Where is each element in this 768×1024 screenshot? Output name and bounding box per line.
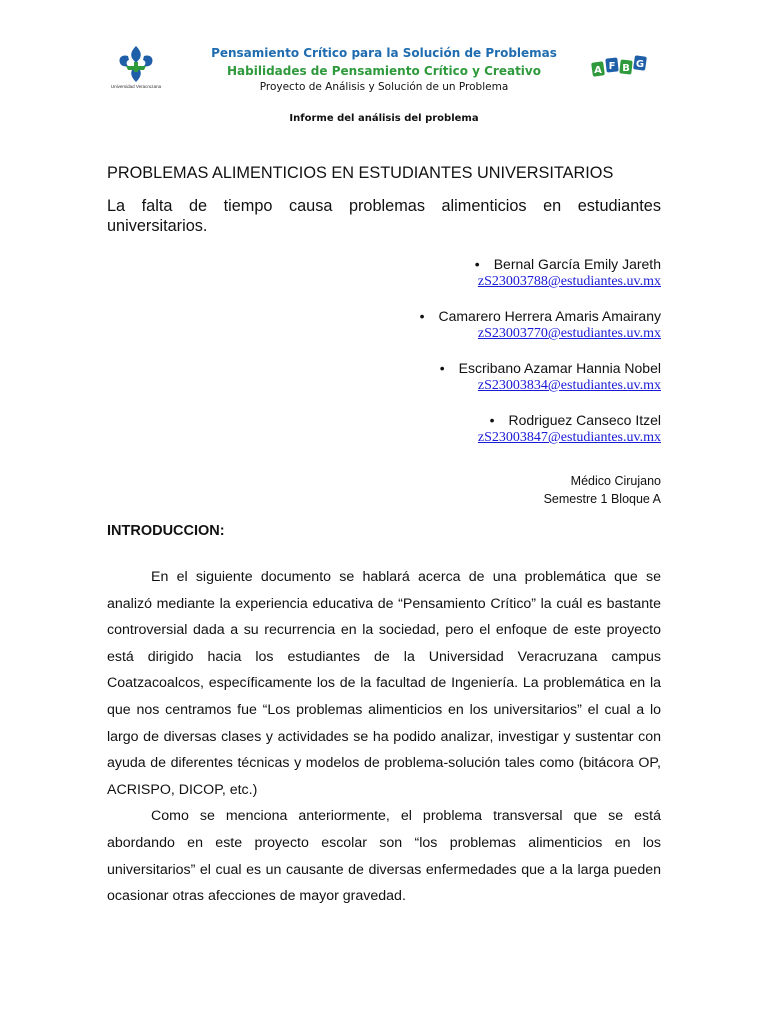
author-email-link[interactable]: zS23003788@estudiantes.uv.mx — [477, 274, 661, 289]
author-email-link[interactable]: zS23003770@estudiantes.uv.mx — [477, 326, 661, 341]
afbg-letter-b: B — [622, 63, 630, 74]
author-entry — [241, 411, 661, 446]
header-project-title: Proyecto de Análisis y Solución de un Problema — [259, 81, 509, 93]
bullet-icon: • — [489, 412, 495, 428]
afbg-letter-a: A — [594, 65, 602, 76]
afbg-letter-g: G — [635, 59, 645, 70]
introduction-paragraph-1: En el siguiente documento se hablará acerca de una problemática que se analizó mediante la experiencia educativa de “Pensamiento Crítico” la cuál es bastante controversial dada a su recurrencia en la sociedad, pero el enfoque de este proyecto está dirigido hacia los estudiantes de la Universidad Veracruzana campus Coatzacoalcos, específicamente los de la facultad de Ingeniería. La problemática en la que nos centramos fue “Los problemas alimenticios en los universitarios” el cual a lo largo de diversas clases y actividades se ha podido analizar, investigar y sustentar con ayuda de diferentes técnicas y modelos de problema-solución tales como (bitácora OP, ACRISPO, DICOP, etc.) — [107, 569, 661, 798]
author-email-link[interactable]: zS23003847@estudiantes.uv.mx — [477, 430, 661, 445]
career-semester: Semestre 1 Bloque A — [543, 492, 661, 506]
author-name: Rodriguez Canseco Itzel — [508, 412, 661, 428]
author-email-link[interactable]: zS23003834@estudiantes.uv.mx — [477, 378, 661, 393]
afbg-letter-f: F — [608, 61, 616, 72]
author-name: Escribano Azamar Hannia Nobel — [458, 360, 661, 376]
author-name: Camarero Herrera Amaris Amairany — [438, 308, 661, 324]
document-header — [0, 0, 768, 140]
author-list — [241, 255, 661, 463]
author-name: Bernal García Emily Jareth — [493, 256, 661, 272]
header-skills-title: Habilidades de Pensamiento Crítico y Creativo — [227, 64, 541, 78]
header-course-title: Pensamiento Crítico para la Solución de Problemas — [211, 46, 557, 60]
author-entry — [241, 307, 661, 342]
author-entry — [241, 255, 661, 290]
introduction-heading: INTRODUCCION: — [107, 523, 225, 539]
document-subtitle: La falta de tiempo causa problemas alimenticios en estudiantes universitarios. — [107, 197, 661, 235]
bullet-icon: • — [419, 308, 425, 324]
uv-logo-caption: Universidad Veracruzana — [110, 84, 162, 89]
career-info — [544, 472, 661, 508]
bullet-icon: • — [474, 256, 480, 272]
career-name: Médico Cirujano — [570, 474, 661, 488]
introduction-body — [107, 564, 661, 910]
author-entry — [241, 359, 661, 394]
report-label: Informe del análisis del problema — [289, 113, 479, 124]
bullet-icon: • — [439, 360, 445, 376]
introduction-paragraph-2: Como se menciona anteriormente, el problema transversal que se está abordando en este proyecto escolar son “los problemas alimenticios en los universitarios” el cual es un causante de diversas enfermedades que a la larga pueden ocasionar otras afecciones de mayor gravedad. — [107, 808, 661, 905]
document-title: PROBLEMAS ALIMENTICIOS EN ESTUDIANTES UNIVERSITARIOS — [107, 164, 614, 182]
afbg-logo-icon — [590, 52, 652, 82]
